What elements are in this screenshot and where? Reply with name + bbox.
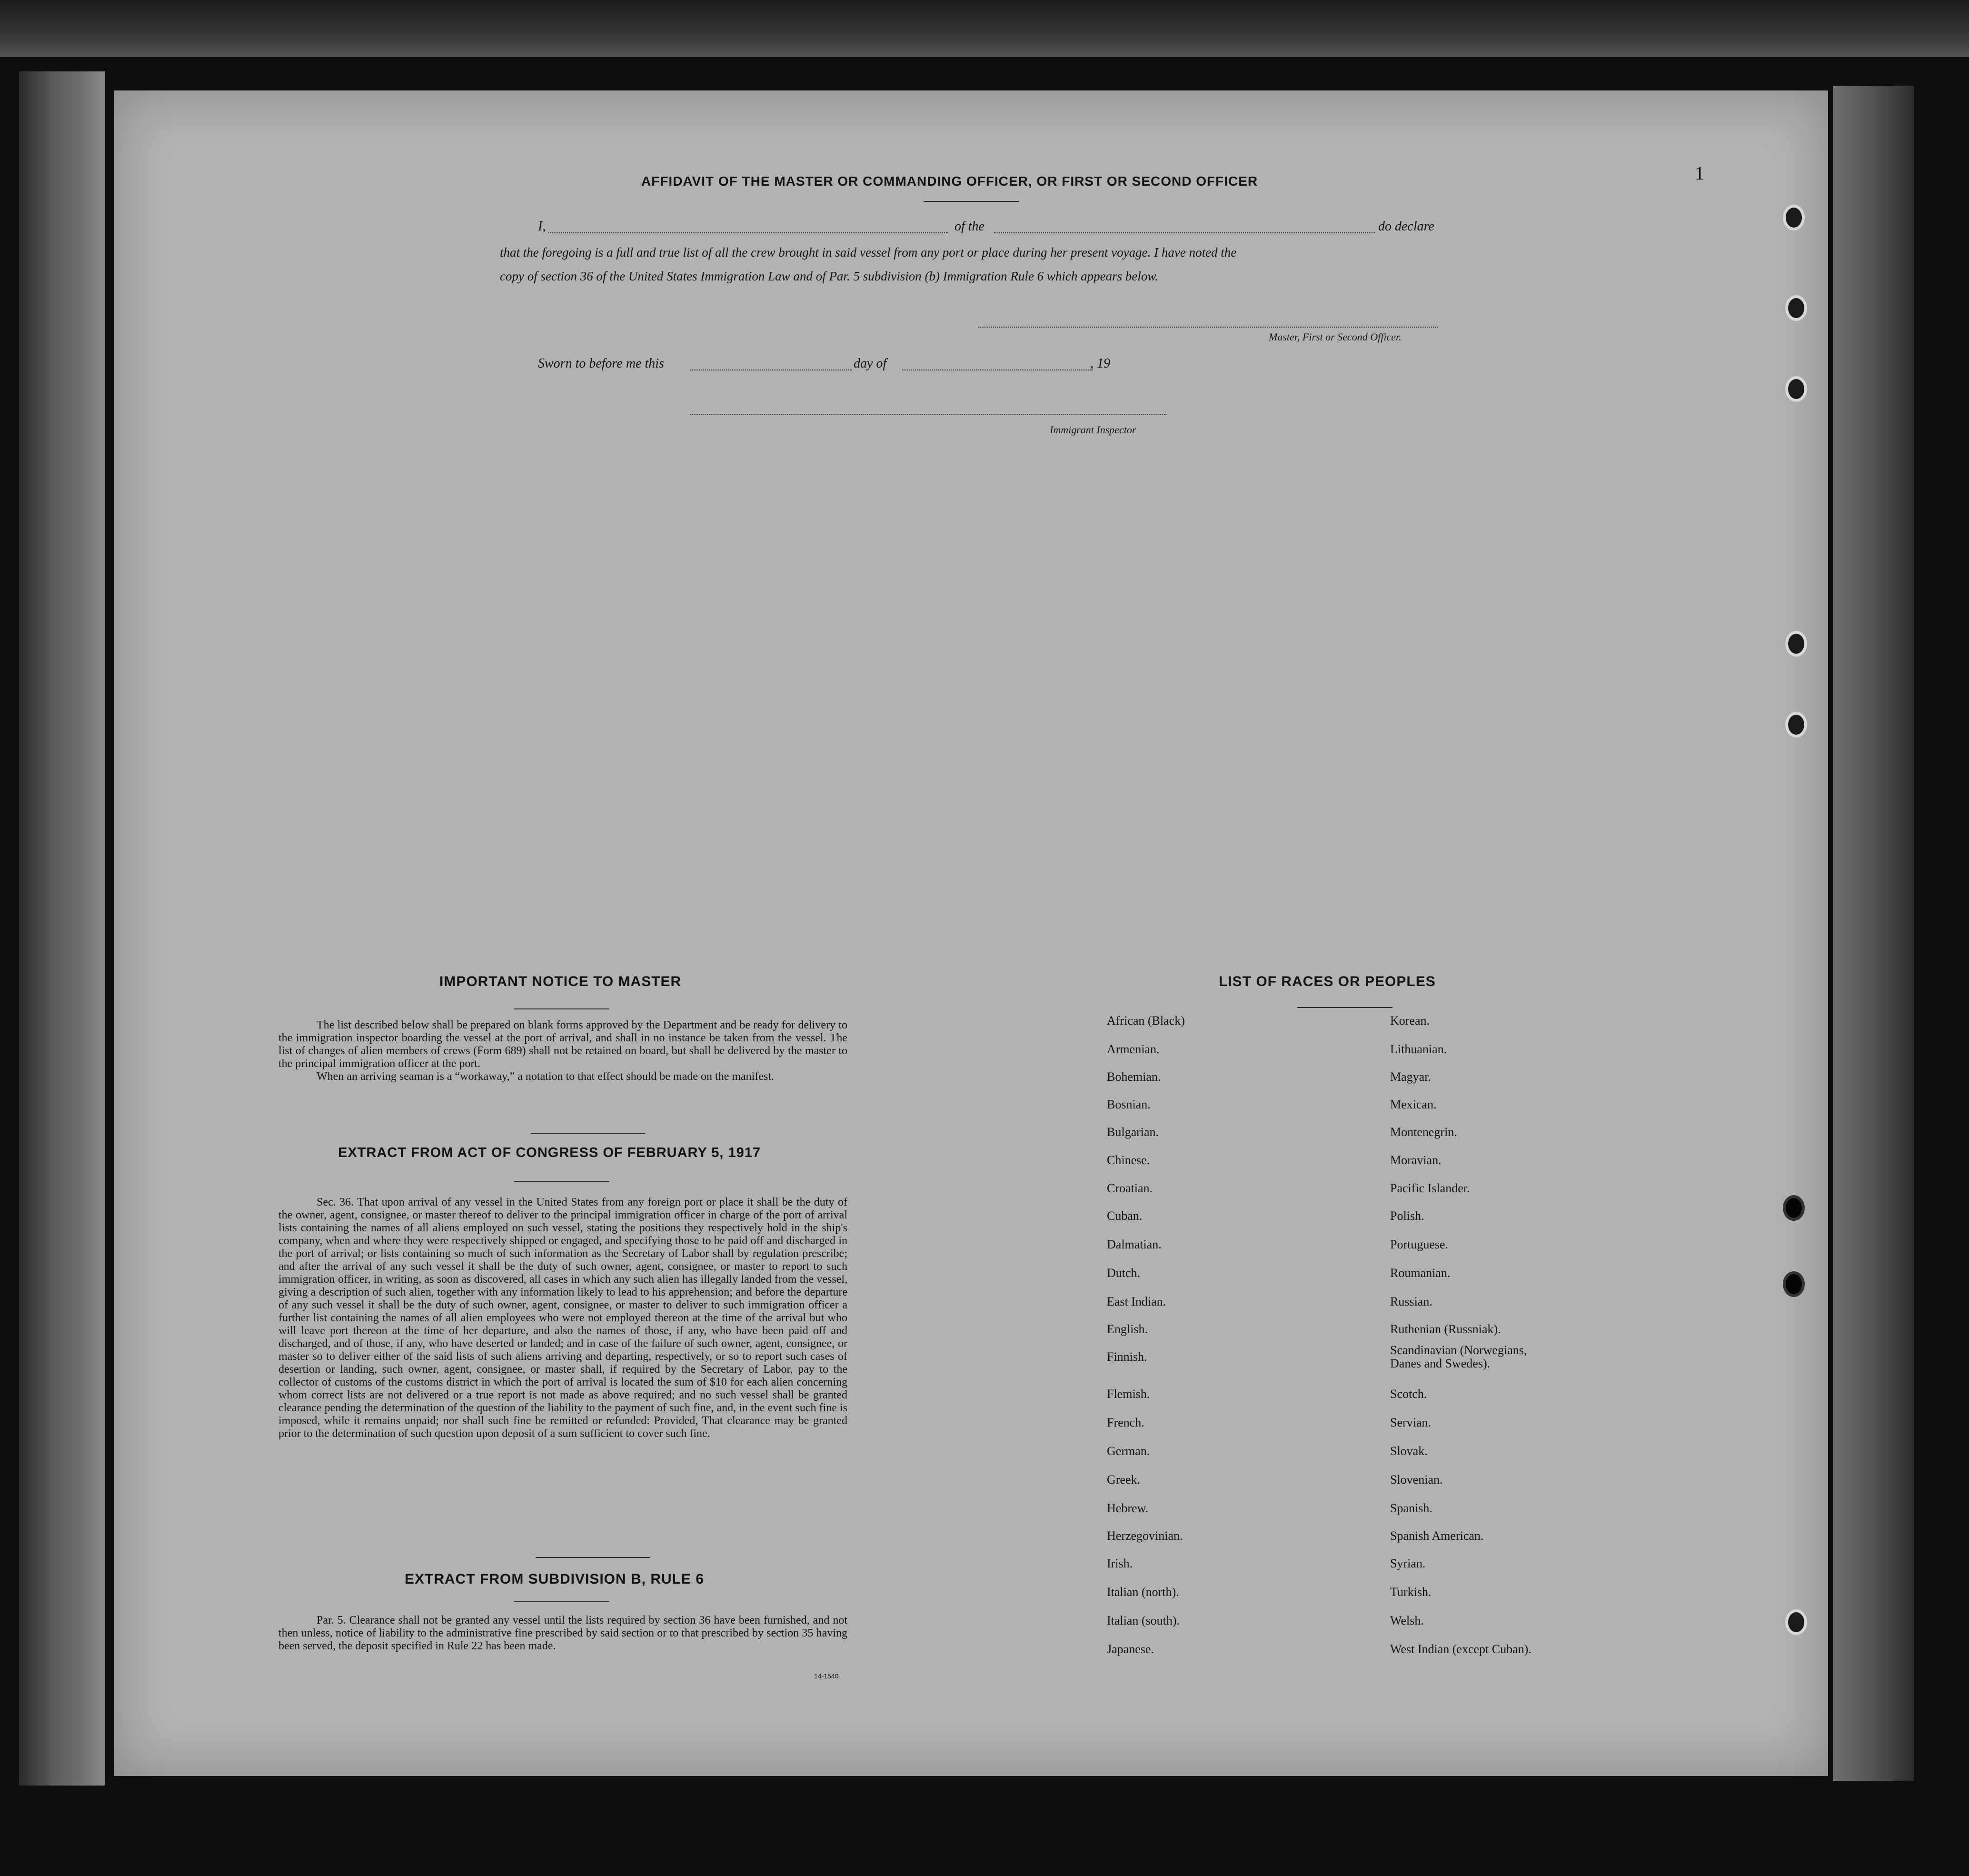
race-entry: Croatian. [1107, 1181, 1153, 1195]
officer-signature-line[interactable] [978, 327, 1438, 328]
notice-body [278, 1019, 847, 1083]
vessel-blank[interactable] [994, 232, 1375, 233]
officer-caption: Master, First or Second Officer. [1269, 331, 1402, 343]
race-entry: Polish. [1390, 1209, 1424, 1223]
race-entry: Portuguese. [1390, 1237, 1449, 1251]
affidavit-line3: copy of section 36 of the United States Immigration Law and of Par. 5 subdivision (b) Immigration Rule 6 which appears below. [500, 269, 1159, 283]
race-entry: Bohemian. [1107, 1070, 1161, 1084]
act-rule [514, 1181, 609, 1182]
race-entry: Armenian. [1107, 1042, 1160, 1056]
binder-right [1833, 86, 1914, 1781]
race-entry: West Indian (except Cuban). [1390, 1642, 1531, 1656]
race-entry: German. [1107, 1444, 1150, 1458]
inspector-signature-line[interactable] [690, 414, 1166, 415]
race-entry: Spanish. [1390, 1501, 1432, 1515]
races-rule [1297, 1007, 1392, 1008]
notice-paragraph: The list described below shall be prepared on blank forms approved by the Department and be ready for delivery to the immigration inspector boarding the vessel at the port of arrival, and shall in no instance be taken from the vessel. The list of changes of alien members of crews (Form 689) shall not be retained on board, but shall be delivered by the master to the principal immigration officer at the port. [278, 1019, 847, 1070]
race-entry: Montenegrin. [1390, 1125, 1457, 1139]
race-entry: Herzegovinian. [1107, 1529, 1183, 1543]
rule-body [278, 1614, 847, 1653]
binder-hole [1785, 712, 1807, 738]
affidavit-i: I, [538, 219, 546, 234]
races-left-column [1107, 1014, 1297, 1700]
race-entry: Hebrew. [1107, 1501, 1149, 1515]
binder-hole [1783, 1195, 1805, 1221]
race-entry: Scotch. [1390, 1387, 1427, 1401]
race-entry: Syrian. [1390, 1557, 1426, 1570]
day-of-label: day of [854, 356, 887, 371]
title-rule [924, 201, 1019, 202]
binder-left [19, 71, 105, 1786]
rule-title: EXTRACT FROM SUBDIVISION B, RULE 6 [405, 1571, 705, 1587]
race-entry: Finnish. [1107, 1350, 1147, 1364]
race-entry: African (Black) [1107, 1014, 1185, 1028]
manifest-page [114, 90, 1828, 1776]
race-entry: Spanish American. [1390, 1529, 1484, 1543]
affidavit-declare: do declare [1378, 219, 1434, 234]
race-entry: Flemish. [1107, 1387, 1150, 1401]
act-section-36: Sec. 36. That upon arrival of any vessel in the United States from any foreign port or place it shall be the duty of the owner, agent, consignee, or master thereof to deliver to the principal immigration officer in charge of the port of arrival lists containing the names of all aliens employed on such vessel, stating the positions they respectively hold in the ship's company, when and where they were respectively shipped or engaged, and specifying those to be paid off and discharged in the port of arrival; or lists containing so much of such information as the Secretary of Labor shall by regulation prescribe; and after the arrival of any such vessel it shall be the duty of such owner, agent, consignee, or master to report to such immigration officer, in writing, as soon as discovered, all cases in which any such alien has illegally landed from the vessel, giving a description of such alien, together with any information likely to lead to his apprehension; and before the departure of any such vessel it shall be the duty of such owner, agent, consignee, or master to deliver to such immigration officer a further list containing the names of all alien employees who were not employed thereon at the time of the arrival but who will leave port thereon at the time of her departure, and also the names of those, if any, who have been paid off and discharged, and of those, if any, who have deserted or landed; and in case of the failure of such owner, agent, consignee, or master so to deliver either of the said lists of such aliens arriving and departing, respectively, or so to report such cases of desertion or landing, such owner, agent, consignee, or master shall, if required by the Secretary of Labor, pay to the collector of customs of the customs district in which the port of arrival is located the sum of $10 for each alien concerning whom correct lists are not delivered or a true report is not made as above required; and no such vessel shall be granted clearance pending the determination of the question of the liability to the payment of such fine, and, in the event such fine is imposed, while it remains unpaid; nor shall such fine be remitted or refunded: Provided, That clearance may be granted prior to the determination of such question upon deposit of a sum sufficient to cover such fine. [278, 1196, 847, 1440]
rule-par-5: Par. 5. Clearance shall not be granted any vessel until the lists required by section 36 have been furnished, and not then unless, notice of liability to the administrative fine prescribed by said section or to that prescribed by section 35 having been served, the deposit specified in Rule 22 has been made. [278, 1614, 847, 1652]
notice-rule [514, 1008, 609, 1009]
race-entry: Japanese. [1107, 1642, 1154, 1656]
month-blank[interactable] [902, 369, 1093, 370]
rule-title-rule [514, 1601, 609, 1602]
race-entry: Irish. [1107, 1557, 1133, 1570]
race-entry: Greek. [1107, 1473, 1141, 1487]
notice-title: IMPORTANT NOTICE TO MASTER [439, 974, 682, 989]
binder-hole [1783, 1271, 1805, 1297]
race-entry: Dutch. [1107, 1266, 1141, 1280]
race-entry: Turkish. [1390, 1585, 1432, 1599]
inspector-caption: Immigrant Inspector [1050, 424, 1136, 436]
race-entry: Russian. [1390, 1295, 1432, 1308]
race-entry: Magyar. [1390, 1070, 1431, 1084]
sworn-label: Sworn to before me this [538, 356, 664, 371]
races-title: LIST OF RACES OR PEOPLES [1219, 974, 1436, 989]
act-title: EXTRACT FROM ACT OF CONGRESS OF FEBRUARY 5, 1917 [338, 1145, 761, 1160]
notice-paragraph: When an arriving seaman is a “workaway,” a notation to that effect should be made on the manifest. [317, 1070, 774, 1083]
affidavit-title: AFFIDAVIT OF THE MASTER OR COMMANDING OFFICER, OR FIRST OR SECOND OFFICER [641, 174, 1258, 189]
race-entry: French. [1107, 1416, 1144, 1429]
race-entry: Lithuanian. [1390, 1042, 1447, 1056]
binder-hole [1785, 631, 1807, 657]
race-entry: Moravian. [1390, 1153, 1442, 1167]
year-prefix: , 19 [1090, 356, 1110, 371]
scan-frame-top [0, 0, 1969, 57]
race-entry: Slovak. [1390, 1444, 1428, 1458]
binder-hole [1783, 205, 1805, 230]
race-entry: Roumanian. [1390, 1266, 1451, 1280]
affidavit-of-the: of the [955, 219, 984, 234]
race-entry: Ruthenian (Russniak). [1390, 1322, 1501, 1336]
race-entry: Cuban. [1107, 1209, 1143, 1223]
race-entry: Servian. [1390, 1416, 1431, 1429]
binder-hole [1785, 1609, 1807, 1635]
race-entry: East Indian. [1107, 1295, 1166, 1308]
form-number: 14-1540 [814, 1672, 839, 1680]
race-entry: Welsh. [1390, 1614, 1424, 1627]
binder-hole [1785, 376, 1807, 402]
section-rule [531, 1133, 645, 1134]
race-entry: English. [1107, 1322, 1148, 1336]
race-entry: Chinese. [1107, 1153, 1150, 1167]
race-entry: Bulgarian. [1107, 1125, 1159, 1139]
act-body [278, 1196, 847, 1440]
page-mark: 1 [1695, 162, 1704, 184]
section-rule [536, 1557, 650, 1558]
race-entry: Italian (south). [1107, 1614, 1180, 1627]
race-entry: Slovenian. [1390, 1473, 1443, 1487]
race-entry: Pacific Islander. [1390, 1181, 1470, 1195]
races-right-column [1390, 1014, 1628, 1700]
name-blank[interactable] [548, 232, 948, 233]
race-entry: Italian (north). [1107, 1585, 1179, 1599]
race-entry: Dalmatian. [1107, 1237, 1162, 1251]
binder-hole [1785, 295, 1807, 321]
race-entry: Scandinavian (Norwegians, Danes and Swedes). [1390, 1343, 1527, 1370]
race-entry: Korean. [1390, 1014, 1430, 1028]
affidavit-line2: that the foregoing is a full and true list of all the crew brought in said vessel from any port or place during her present voyage. I have noted the [500, 245, 1237, 259]
day-blank[interactable] [690, 369, 852, 370]
race-entry: Mexican. [1390, 1098, 1437, 1111]
race-entry: Bosnian. [1107, 1098, 1151, 1111]
